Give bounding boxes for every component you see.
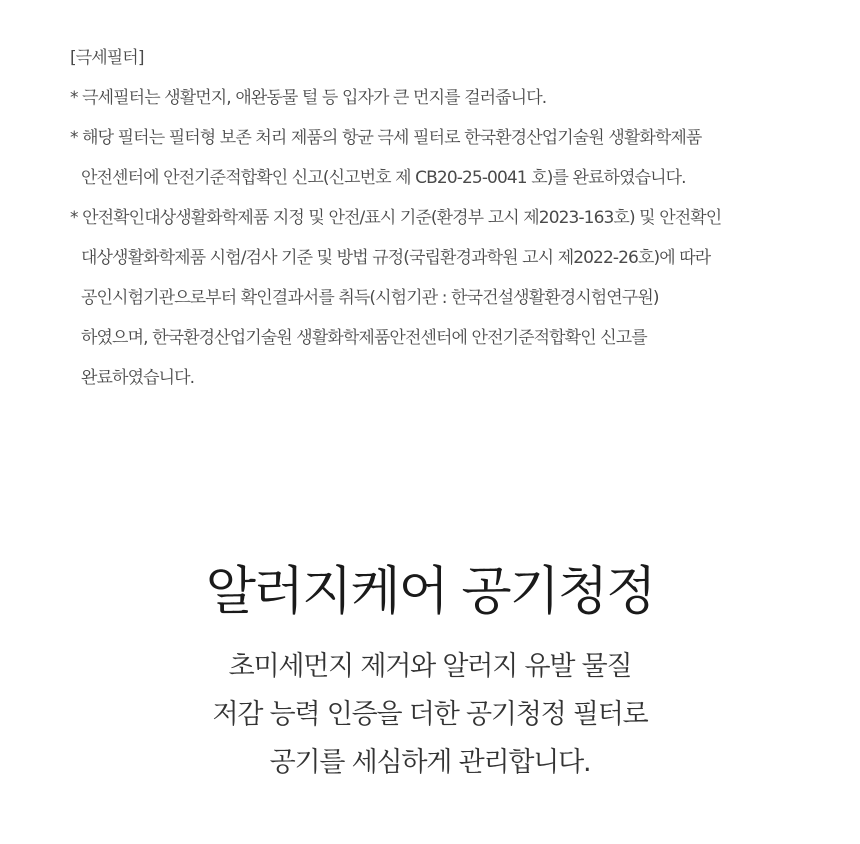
notes-heading: [극세필터]	[70, 48, 144, 68]
note-line: * 극세필터는 생활먼지, 애완동물 털 등 입자가 큰 먼지를 걸러줍니다.	[70, 88, 547, 108]
note-line: 공인시험기관으로부터 확인결과서를 취득(시험기관 : 한국건설생활환경시험연구원)	[81, 288, 659, 308]
description-line: 초미세먼지 제거와 알러지 유발 물질	[228, 651, 632, 682]
section-description	[0, 643, 860, 787]
note-line: * 안전확인대상생활화학제품 지정 및 안전/표시 기준(환경부 고시 제2023-163호) 및 안전확인	[70, 208, 722, 228]
note-line: 하였으며, 한국환경산업기술원 생활화학제품안전센터에 안전기준적합확인 신고를	[81, 328, 647, 348]
section-headline: 알러지케어 공기청정	[205, 562, 655, 622]
note-line: 대상생활화학제품 시험/검사 기준 및 방법 규정(국립환경과학원 고시 제2022-26호)에 따라	[81, 248, 711, 268]
description-line: 공기를 세심하게 관리합니다.	[269, 747, 591, 778]
note-line: * 해당 필터는 필터형 보존 처리 제품의 항균 극세 필터로 한국환경산업기술원 생활화학제품	[70, 128, 702, 148]
filter-notes	[70, 38, 830, 398]
note-line: 완료하였습니다.	[81, 368, 195, 388]
description-line: 저감 능력 인증을 더한 공기청정 필터로	[212, 699, 648, 730]
note-line: 안전센터에 안전기준적합확인 신고(신고번호 제 CB20-25-0041 호)를 완료하였습니다.	[81, 168, 686, 188]
